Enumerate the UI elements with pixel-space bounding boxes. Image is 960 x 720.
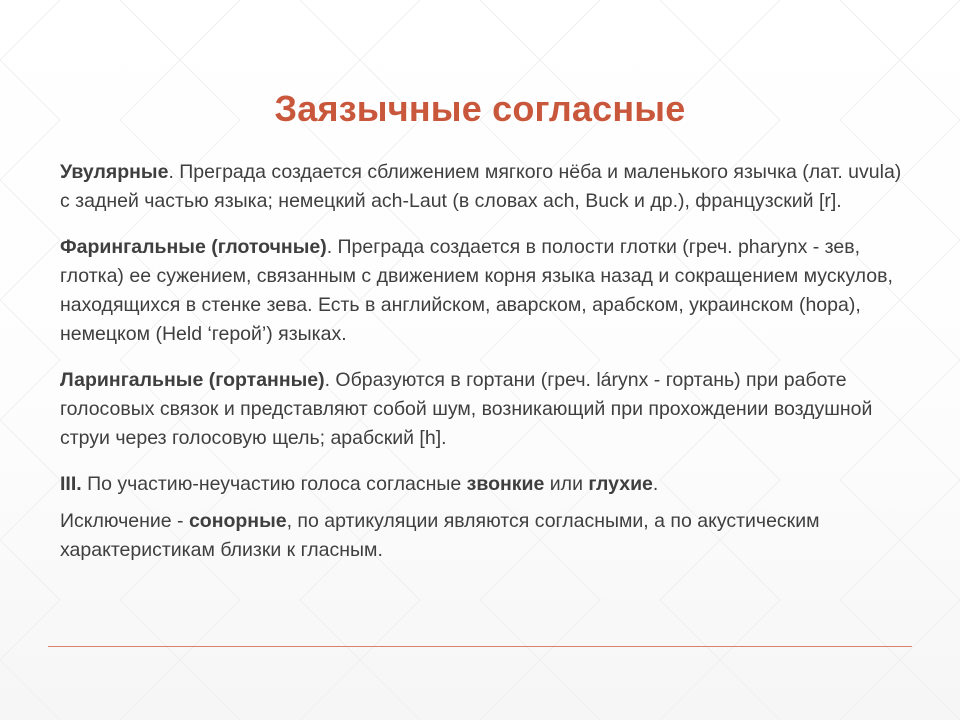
slide-body: [60, 158, 905, 582]
paragraph-laryngeal: [60, 366, 905, 453]
paragraph-pharyngeal: [60, 233, 905, 349]
paragraph-uvular-text: . Преграда создается сближением мягкого нёба и маленького язычка (лат. uvula) с задней частью языка; немецкий ach-Laut (в словах ach, Buck и др.), французский [r].: [60, 161, 902, 212]
paragraph-laryngeal-text: . Образуются в гортани (греч. lárynx - гортань) при работе голосовых связок и представляют собой шум, возникающий при прохождении воздушной струи через голосовую щель; арабский [h].: [60, 369, 873, 449]
voicing-or: или: [544, 473, 589, 495]
voicing-number: III.: [60, 473, 82, 495]
term-uvular: Увулярные: [60, 161, 169, 183]
paragraph-exception: [60, 507, 905, 565]
term-voiced: звонкие: [466, 473, 545, 495]
voicing-end: .: [652, 473, 659, 495]
slide-title: Заязычные согласные: [274, 88, 686, 129]
footer-divider: [48, 646, 912, 647]
exception-text: , по артикуляции являются согласными, а по акустическим характеристикам близки к гласным.: [60, 510, 820, 561]
term-pharyngeal: Фарингальные (глоточные): [60, 236, 327, 258]
voicing-text: По участию-неучастию голоса согласные: [81, 473, 467, 495]
term-voiceless: глухие: [588, 473, 653, 495]
term-sonorant: сонорные: [188, 510, 287, 532]
term-laryngeal: Ларингальные (гортанные): [60, 369, 325, 391]
paragraph-uvular: [60, 158, 905, 216]
paragraph-pharyngeal-text: . Преграда создается в полости глотки (греч. pharynx - зев, глотка) ее сужением, связанным с движением корня языка назад и сокращением мускулов, находящихся в стенке зева. Есть в английском, аварском, арабском, украинском (hopa), немецком (Held ‘герой’) языках.: [60, 236, 893, 345]
paragraph-voicing: [60, 470, 905, 499]
exception-lead: Исключение -: [60, 510, 189, 532]
